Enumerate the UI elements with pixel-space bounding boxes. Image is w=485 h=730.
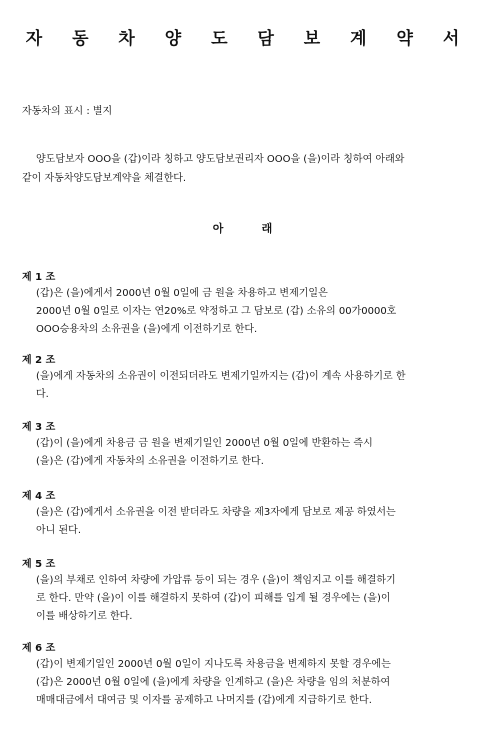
article-title: 제 2 조 (22, 355, 56, 366)
article-body (36, 368, 464, 404)
article-1 (22, 271, 466, 339)
article-line: (갑)은 2000년 0월 0일에 (을)에게 차량을 인계하고 (을)은 차량을 임의 처분하여 (36, 677, 391, 688)
article-line: (갑)은 (을)에게서 2000년 0월 0일에 금 원을 차용하고 변제기일은 (36, 288, 328, 299)
document-title: 자 동 차 양 도 담 보 계 약 서 (25, 29, 472, 49)
article-line: (을)의 부채로 인하여 차량에 가압류 등이 되는 경우 (을)이 책임지고 이를 해결하기 (36, 575, 396, 586)
article-line: 이를 배상하기로 한다. (36, 611, 133, 622)
article-title: 제 5 조 (22, 559, 56, 570)
article-title: 제 3 조 (22, 422, 56, 433)
article-body (36, 572, 464, 626)
article-line: OOO승용차의 소유권을 (을)에게 이전하기로 한다. (36, 324, 258, 335)
article-5 (22, 558, 466, 626)
vehicle-display-line: 자동차의 표시 : 별지 (22, 106, 113, 117)
article-line: (을)은 (갑)에게서 소유권을 이전 받더라도 차량을 제3자에게 담보로 제공 하였서는 (36, 507, 396, 518)
article-6 (22, 642, 466, 710)
article-2 (22, 354, 466, 404)
article-line: 다. (36, 389, 49, 400)
article-body (36, 504, 464, 540)
article-title: 제 6 조 (22, 643, 56, 654)
article-line: 2000년 0월 0일로 이자는 연20%로 약정하고 그 담보로 (갑) 소유의 00가0000호 (36, 306, 397, 317)
article-line: (갑)이 변제기일인 2000년 0월 0일이 지나도록 차용금을 변제하지 못할 경우에는 (36, 659, 391, 670)
article-4 (22, 490, 466, 540)
article-body (36, 285, 464, 339)
section-heading: 아 래 (212, 222, 273, 235)
article-line: 아니 된다. (36, 525, 81, 536)
intro-line: 양도담보자 OOO을 (갑)이라 칭하고 양도담보권리자 OOO을 (을)이라 칭하여 아래와 (36, 154, 405, 165)
intro-paragraph (22, 150, 464, 188)
article-title: 제 4 조 (22, 491, 56, 502)
article-3 (22, 421, 466, 471)
article-line: (을)에게 자동차의 소유권이 이전되더라도 변제기일까지는 (갑)이 계속 사용하기로 한 (36, 371, 406, 382)
article-title: 제 1 조 (22, 272, 56, 283)
article-line: (갑)이 (을)에게 차용금 금 원을 변제기일인 2000년 0월 0일에 반환하는 즉시 (36, 438, 373, 449)
intro-line: 같이 자동차양도담보계약을 체결한다. (22, 173, 187, 184)
article-body (36, 656, 464, 710)
article-line: 매매대금에서 대여금 및 이자를 공제하고 나머지를 (갑)에게 지급하기로 한다. (36, 695, 372, 706)
article-line: (을)은 (갑)에게 자동차의 소유권을 이전하기로 한다. (36, 456, 264, 467)
article-line: 로 한다. 만약 (을)이 이를 해결하지 못하여 (갑)이 피해를 입게 될 경우에는 (을)이 (36, 593, 391, 604)
article-body (36, 435, 464, 471)
